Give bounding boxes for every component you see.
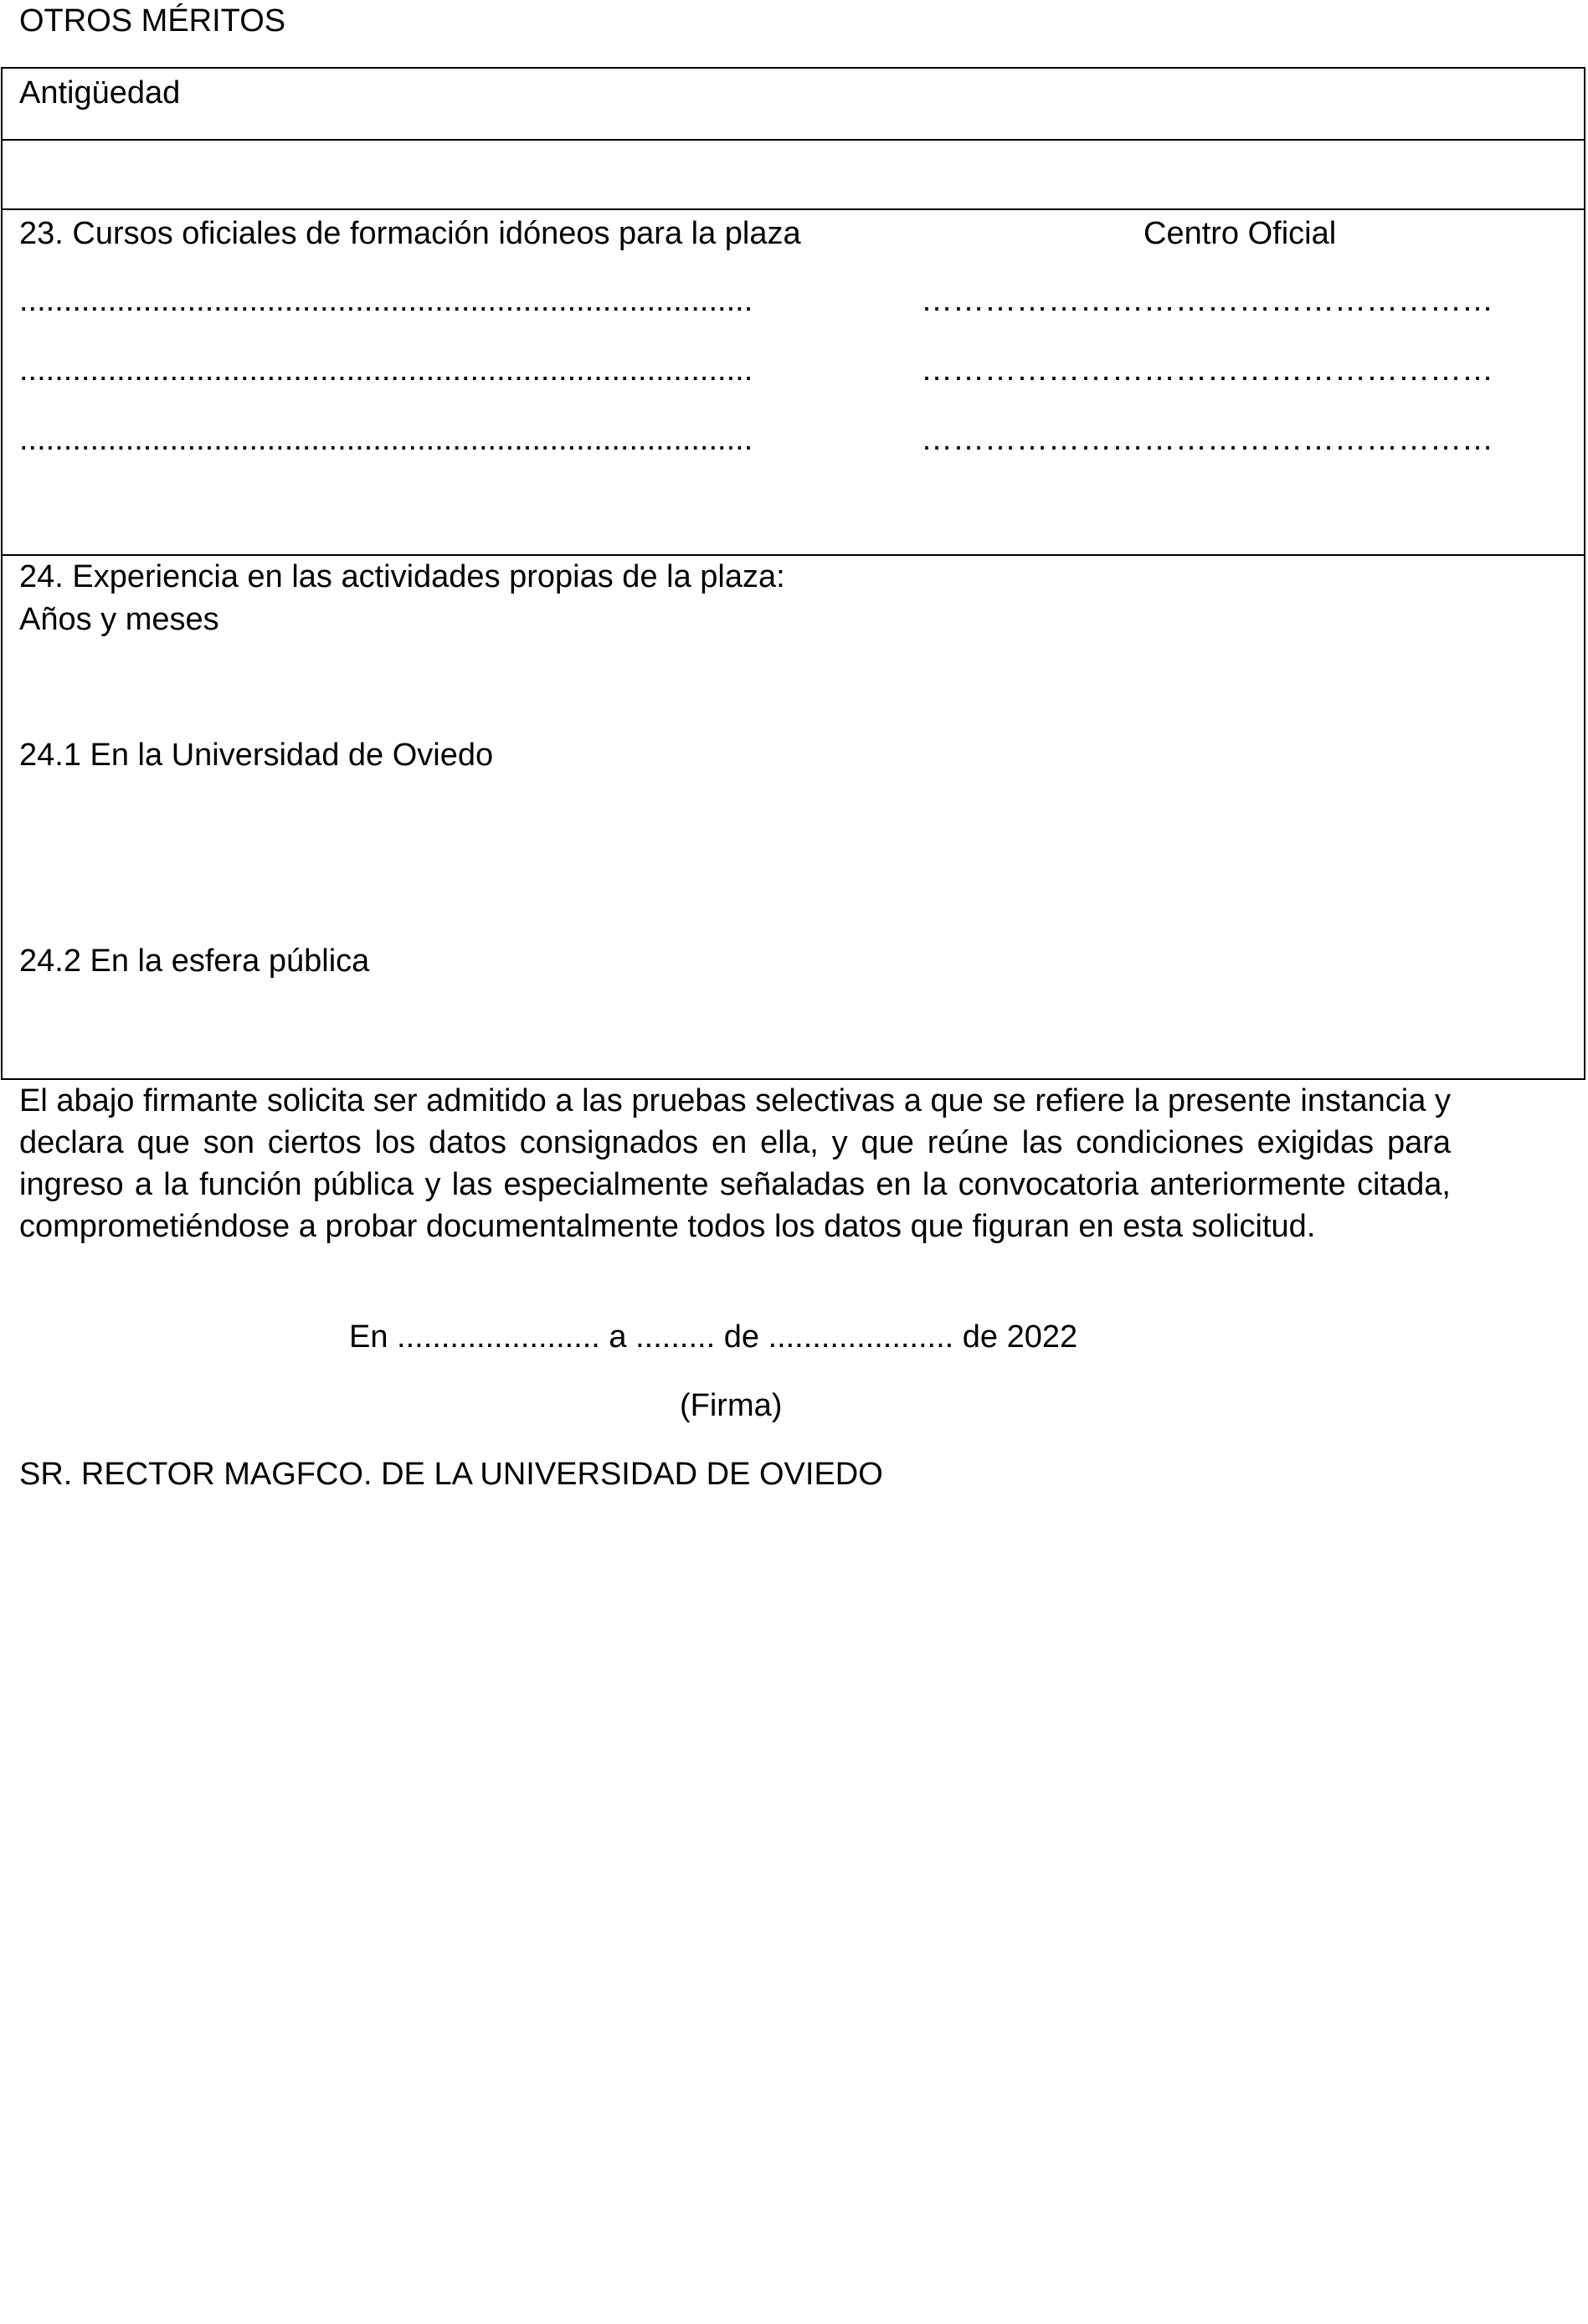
declaration-text: El abajo firmante solicita ser admitido a las pruebas selectivas a que se refiere la presente instancia y declara que son ciertos los datos consignados en ella, y que reúne las condiciones exigidas para ingreso a la función pública y las especialmente señaladas en la convocatoria anteriormente citada, comprometiéndose a probar documentalmente todos los datos que figuran en esta solicitud. xyxy=(19,1083,1451,1244)
curso-line-3[interactable]: ................................................................................... xyxy=(19,424,753,455)
page-title: OTROS MÉRITOS xyxy=(19,3,286,39)
experiencia-sublabel: Años y meses xyxy=(19,602,219,637)
centro-line-1[interactable]: ……………………………………………… xyxy=(921,283,1493,318)
antiguedad-field[interactable] xyxy=(3,141,1584,208)
signature-label: (Firma) xyxy=(680,1388,783,1423)
cursos-label: 23. Cursos oficiales de formación idóneos para la plaza xyxy=(19,216,801,251)
experiencia-label: 24. Experiencia en las actividades propias de la plaza: xyxy=(19,559,785,594)
centro-oficial-label: Centro Oficial xyxy=(1143,216,1337,251)
experiencia-universidad-label: 24.1 En la Universidad de Oviedo xyxy=(19,738,494,773)
recipient: SR. RECTOR MAGFCO. DE LA UNIVERSIDAD DE OVIEDO xyxy=(19,1457,883,1492)
place-date-line[interactable]: En ....................... a ......... de ..................... de 2022 xyxy=(349,1319,1078,1355)
row-divider xyxy=(1,554,1585,556)
antiguedad-label: Antigüedad xyxy=(19,75,181,111)
curso-line-1[interactable]: ................................................................................... xyxy=(19,285,753,316)
curso-line-2[interactable]: ................................................................................... xyxy=(19,354,753,386)
experiencia-esfera-publica-label: 24.2 En la esfera pública xyxy=(19,943,370,979)
centro-line-3[interactable]: ……………………………………………… xyxy=(921,422,1493,457)
centro-line-2[interactable]: ……………………………………………… xyxy=(921,352,1493,388)
row-divider xyxy=(1,208,1585,210)
